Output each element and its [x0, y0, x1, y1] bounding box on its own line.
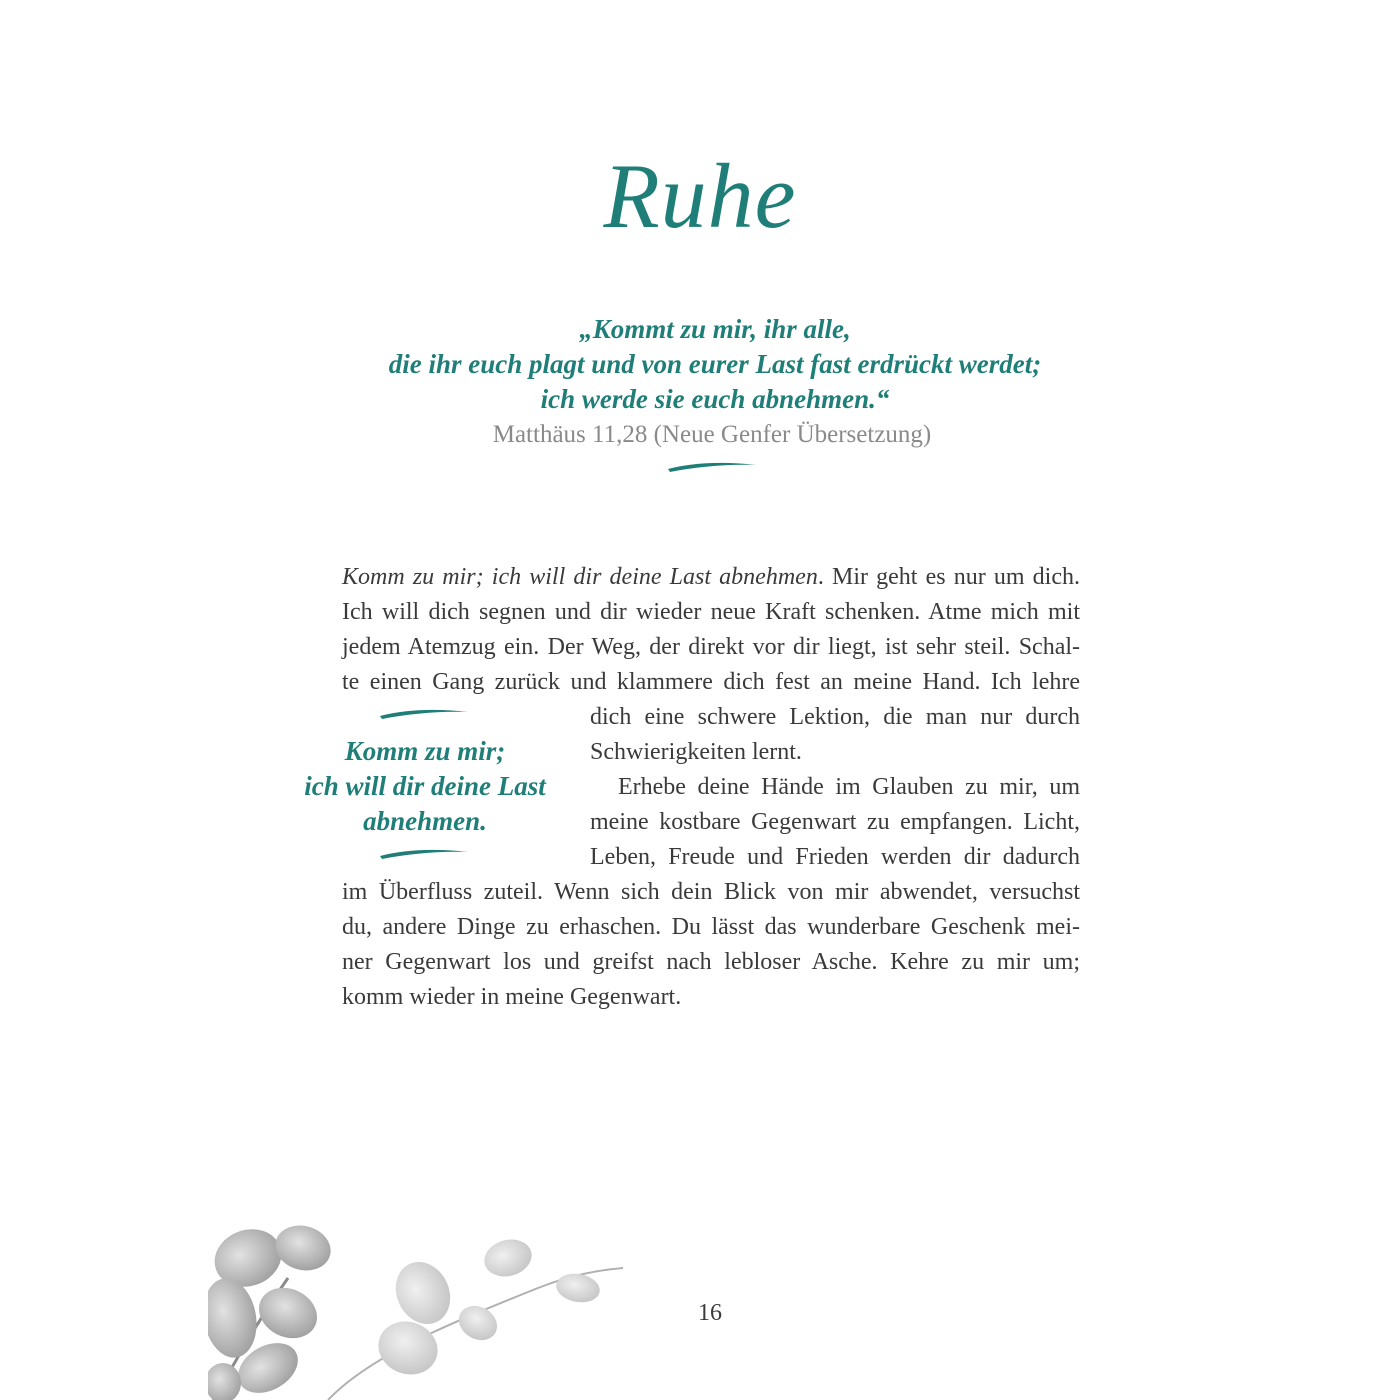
verse-line: „Kommt zu mir, ihr alle,: [579, 314, 851, 344]
verse-reference: Matthäus 11,28 (Neue Genfer Übersetzung): [492, 421, 932, 448]
body-line: jedem Atemzug ein. Der Weg, der direkt vor dir liegt, ist sehr steil. Schal-: [342, 634, 1080, 660]
body-line: dich eine schwere Lektion, die man nur durch: [590, 704, 1080, 730]
body-line: komm wieder in meine Gegenwart.: [342, 984, 682, 1010]
pull-quote-line: Komm zu mir;: [344, 736, 506, 766]
body-line: Leben, Freude und Frieden werden dir dadurch: [590, 844, 1080, 870]
swash-divider-icon: [378, 706, 470, 722]
swash-divider-icon: [666, 459, 758, 475]
body-line: [342, 560, 1080, 595]
body-line: Ich will dich segnen und dir wieder neue Kraft schenken. Atme mich mit: [342, 599, 1080, 625]
body-line: te einen Gang zurück und klammere dich fest an meine Hand. Ich lehre: [342, 669, 1080, 695]
eucalyptus-leaves-icon: [208, 1218, 628, 1400]
page-number: 16: [698, 1300, 722, 1326]
body-line: ner Gegenwart los und greifst nach lebloser Asche. Kehre zu mir um;: [342, 949, 1080, 975]
body-line: meine kostbare Gegenwart zu empfangen. Licht,: [590, 809, 1080, 835]
body-line: Erhebe deine Hände im Glauben zu mir, um: [618, 774, 1080, 800]
verse-line: die ihr euch plagt und von eurer Last fast erdrückt werdet;: [388, 349, 1042, 379]
body-line: du, andere Dinge zu erhaschen. Du lässt das wunderbare Geschenk mei-: [342, 914, 1080, 940]
verse-line: ich werde sie euch abnehmen.“: [540, 384, 890, 414]
bible-verse: [0, 312, 1400, 417]
body-lead-italic: Komm zu mir; ich will dir deine Last abnehmen: [342, 564, 818, 590]
chapter-title: Ruhe: [603, 145, 797, 247]
pull-quote-line: abnehmen.: [363, 806, 487, 836]
body-line-rest: . Mir geht es nur um dich.: [817, 564, 1080, 590]
swash-divider-icon: [378, 846, 470, 862]
body-line: Schwierigkeiten lernt.: [590, 739, 802, 765]
pull-quote-line: ich will dir deine Last: [304, 771, 546, 801]
body-line: im Überfluss zuteil. Wenn sich dein Blick von mir abwendet, versuchst: [342, 879, 1080, 905]
